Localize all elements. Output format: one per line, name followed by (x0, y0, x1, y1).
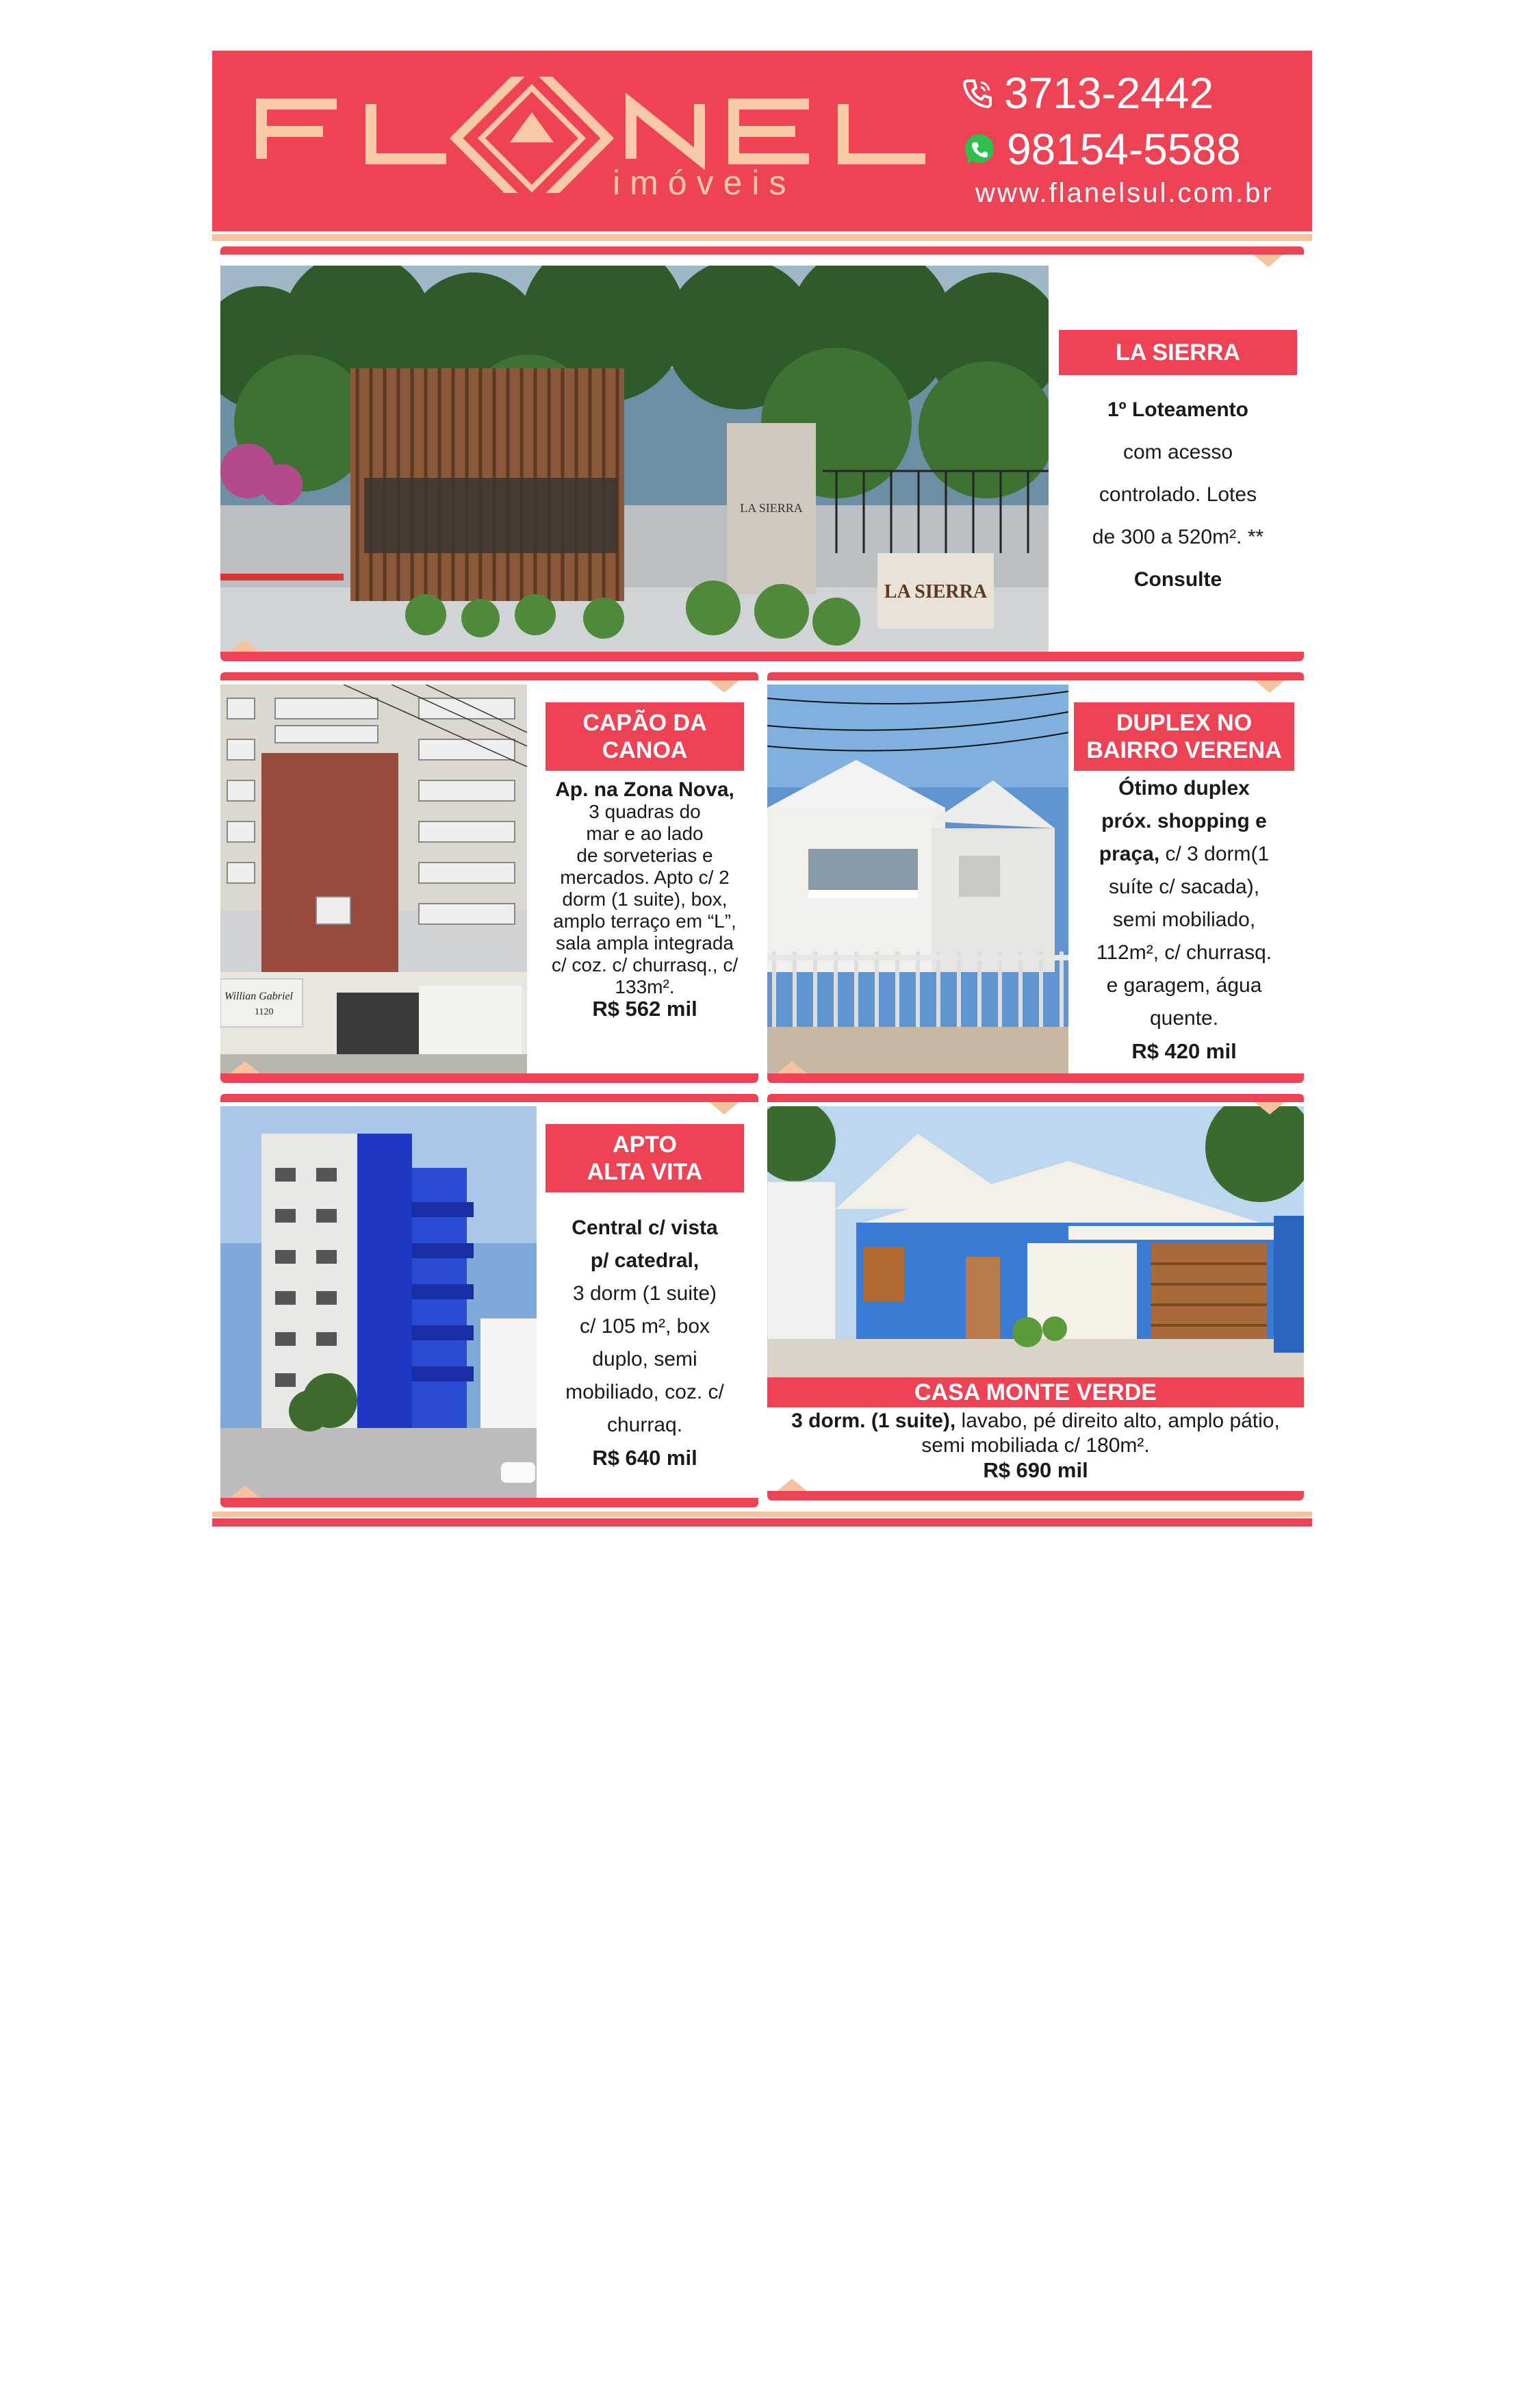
desc-bold-inline: praça, (1099, 843, 1160, 865)
duplex-title (1074, 702, 1294, 771)
photo-sign-1: LA SIERRA (740, 501, 803, 515)
desc-line: churraq. (606, 1414, 683, 1436)
desc-line: e garagem, água (1106, 974, 1262, 997)
header-banner (212, 51, 1312, 231)
capao-title (546, 702, 744, 771)
desc-bold-inline: 3 dorm. (1 suite), (791, 1410, 956, 1432)
header-accent-stripe (212, 234, 1312, 241)
title-line: ALTA VITA (587, 1159, 703, 1185)
desc-line: duplo, semi (592, 1348, 697, 1370)
title-line: CANOA (602, 737, 688, 763)
cta-consulte[interactable]: Consulte (1133, 568, 1222, 591)
desc-line: amplo terraço em “L”, (553, 910, 736, 932)
desc-mixed-line (1074, 838, 1294, 871)
desc-line: 133m². (615, 976, 675, 997)
corner-triangle (1255, 1102, 1285, 1114)
alta-vita-description (542, 1212, 747, 1475)
card-bottom-border (220, 652, 1304, 661)
desc-bold-line: Ap. na Zona Nova, (555, 778, 734, 801)
card-bottom-border (767, 1491, 1304, 1501)
title-line: CAPÃO DA (582, 710, 707, 736)
alta-vita-photo (220, 1106, 537, 1498)
la-sierra-title: LA SIERRA (1059, 330, 1297, 375)
whatsapp-row (962, 125, 1241, 174)
capao-description (539, 779, 751, 1020)
desc-line: mar e ao lado (586, 823, 704, 844)
desc-line: mercados. Apto c/ 2 (560, 867, 730, 888)
desc-line: mobiliado, coz. c/ (565, 1381, 724, 1403)
desc-line: com acesso (1122, 441, 1233, 463)
corner-triangle (230, 1061, 260, 1073)
listing-capao-da-canoa[interactable] (220, 672, 758, 1083)
desc-line: dorm (1 suite), box, (562, 889, 728, 910)
brand-logo-text (248, 77, 946, 179)
whatsapp-number[interactable]: 98154-5588 (1007, 125, 1241, 174)
footer-red-stripe (212, 1518, 1312, 1527)
listing-la-sierra[interactable] (220, 246, 1304, 661)
monte-verde-title: CASA MONTE VERDE (767, 1377, 1304, 1407)
footer-accent-stripe (212, 1512, 1312, 1517)
monte-verde-description (767, 1407, 1304, 1483)
website-link[interactable]: www.flanelsul.com.br (975, 178, 1274, 208)
desc-line: 3 dorm (1 suite) (572, 1282, 717, 1305)
desc-line: semi mobiliada c/ 180m². (921, 1434, 1150, 1457)
la-sierra-photo (220, 266, 1049, 652)
phone-number[interactable]: 3713-2442 (1004, 68, 1214, 118)
alta-vita-price: R$ 640 mil (592, 1446, 697, 1470)
card-bottom-border (220, 1498, 758, 1507)
title-line: DUPLEX NO (1116, 710, 1253, 736)
card-bottom-border (767, 1073, 1304, 1083)
desc-line: c/ coz. c/ churrasq., c/ (551, 954, 739, 975)
desc-bold-line: 1º Loteamento (1107, 398, 1248, 421)
card-top-border (767, 672, 1304, 680)
corner-triangle (709, 680, 739, 693)
desc-line: quente. (1149, 1007, 1219, 1030)
desc-line: de sorveterias e (576, 845, 713, 866)
phone-row (962, 68, 1214, 118)
card-top-border (767, 1094, 1304, 1102)
brand-subtitle: imóveis (613, 164, 796, 202)
desc-line: controlado. Lotes (1099, 483, 1257, 506)
desc-bold-line: p/ catedral, (590, 1249, 700, 1272)
desc-inline-rest: lavabo, pé direito alto, amplo pátio, (955, 1410, 1280, 1432)
alta-vita-title (546, 1124, 744, 1192)
listing-apto-alta-vita[interactable] (220, 1094, 758, 1507)
desc-line: de 300 a 520m². ** (1092, 526, 1264, 548)
monte-verde-photo (767, 1106, 1304, 1377)
monte-verde-price: R$ 690 mil (983, 1458, 1088, 1482)
desc-bold-line: Central c/ vista (572, 1216, 718, 1239)
desc-bold-line: próx. shopping e (1101, 810, 1267, 832)
listing-duplex-verena[interactable] (767, 672, 1304, 1083)
duplex-photo (767, 685, 1068, 1073)
duplex-price: R$ 420 mil (1131, 1039, 1237, 1063)
corner-triangle (709, 1102, 739, 1114)
card-top-border (220, 1094, 758, 1102)
desc-inline-rest: c/ 3 dorm(1 (1159, 843, 1270, 865)
desc-line: c/ 105 m², box (579, 1315, 710, 1338)
desc-bold-line: Ótimo duplex (1118, 777, 1250, 800)
photo-building-number: 1120 (255, 1007, 274, 1017)
corner-triangle (230, 1485, 260, 1498)
desc-line: semi mobiliado, (1112, 908, 1256, 931)
corner-triangle (777, 1479, 807, 1491)
card-bottom-border (220, 1073, 758, 1083)
desc-line: suíte c/ sacada), (1108, 876, 1260, 898)
title-line: APTO (613, 1132, 677, 1158)
capao-price: R$ 562 mil (592, 997, 697, 1021)
phone-icon (962, 77, 994, 110)
desc-line: 3 quadras do (589, 801, 701, 822)
photo-sign-2: LA SIERRA (884, 581, 988, 602)
listing-casa-monte-verde[interactable] (767, 1094, 1304, 1501)
desc-line: 112m², c/ churrasq. (1096, 941, 1272, 964)
whatsapp-icon (962, 131, 997, 167)
photo-building-name: Willian Gabriel (224, 991, 293, 1002)
card-top-border (220, 672, 758, 680)
title-line: BAIRRO VERENA (1086, 737, 1282, 763)
corner-triangle (777, 1061, 807, 1073)
corner-triangle (1253, 255, 1283, 267)
card-top-border (220, 246, 1304, 255)
duplex-description (1074, 772, 1294, 1068)
capao-photo (220, 685, 527, 1073)
corner-triangle (230, 639, 260, 652)
desc-line: sala ampla integrada (556, 932, 734, 954)
desc-mixed-line (767, 1409, 1304, 1433)
la-sierra-description (1059, 389, 1297, 601)
corner-triangle (1255, 680, 1285, 693)
brand-logo-mark (248, 77, 946, 193)
